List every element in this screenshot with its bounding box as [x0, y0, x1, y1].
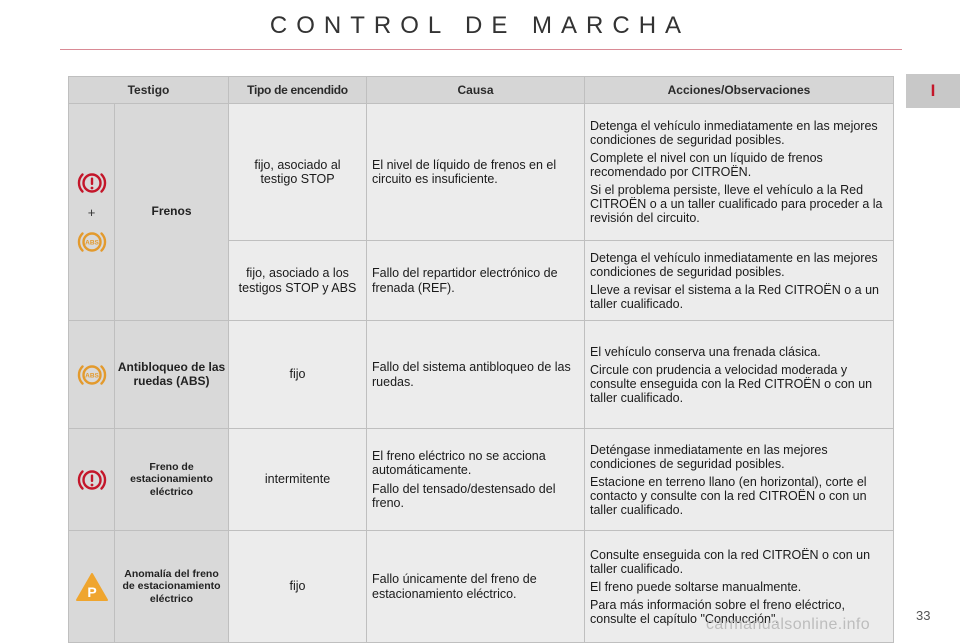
- abs-cause: Fallo del sistema antibloqueo de las ruedas.: [367, 321, 585, 429]
- svg-text:ABS: ABS: [84, 239, 99, 247]
- table-row: [69, 321, 894, 429]
- header-tipo: Tipo de encendido: [229, 77, 367, 104]
- epb-fault-cause: Fallo únicamente del freno de estacionamiento eléctrico.: [367, 531, 585, 643]
- frenos-actions-1: Detenga el vehículo inmediatamente en las mejores condiciones de seguridad posibles. Complete el nivel con un líquido de frenos recomendado por CITROËN. Si el problema persiste, lleve el vehículo a la Red CITROËN o a un taller cualificado para proceder a la revisión del circuito.: [585, 104, 894, 241]
- table-header-row: [69, 77, 894, 104]
- abs-mode: fijo: [229, 321, 367, 429]
- table-row: [69, 104, 894, 241]
- svg-text:ABS: ABS: [84, 372, 99, 380]
- epb-icon-cell: [69, 429, 115, 531]
- frenos-mode-1: fijo, asociado al testigo STOP: [229, 104, 367, 241]
- header-causa: Causa: [367, 77, 585, 104]
- parking-brake-fault-icon: [75, 572, 109, 602]
- header-testigo: Testigo: [69, 77, 229, 104]
- svg-text:P: P: [86, 583, 97, 600]
- epb-fault-actions: Consulte enseguida con la red CITROËN o con un taller cualificado. El freno puede soltarse manualmente. Para más información sobre el freno eléctrico, consulte el capítulo "Conducción".: [585, 531, 894, 643]
- brake-warning-icon: [75, 466, 109, 494]
- frenos-name: Frenos: [115, 104, 229, 321]
- epb-causes: El freno eléctrico no se acciona automáticamente. Fallo del tensado/destensado del freno.: [367, 429, 585, 531]
- epb-fault-mode: fijo: [229, 531, 367, 643]
- abs-name: Antibloqueo de las ruedas (ABS): [115, 321, 229, 429]
- frenos-mode-2: fijo, asociado a los testigos STOP y ABS: [229, 241, 367, 321]
- abs-warning-icon: [75, 228, 109, 256]
- page-number: 33: [916, 608, 931, 623]
- warning-lamps-table: [68, 76, 894, 643]
- title-divider: [60, 49, 902, 50]
- epb-name: Freno de estacionamiento eléctrico: [115, 429, 229, 531]
- frenos-icons-cell: [69, 104, 115, 321]
- frenos-cause-1: El nivel de líquido de frenos en el circuito es insuficiente.: [367, 104, 585, 241]
- epb-fault-icon-cell: [69, 531, 115, 643]
- table-row: [69, 429, 894, 531]
- page-title: CONTROL DE MARCHA: [269, 12, 691, 39]
- brake-warning-icon: [75, 169, 109, 197]
- watermark: carmanualsonline.info: [706, 616, 871, 633]
- abs-warning-icon: [75, 361, 109, 389]
- abs-actions: El vehículo conserva una frenada clásica. Circule con prudencia a velocidad moderada y consulte enseguida con la Red CITROËN o con un taller cualificado.: [585, 321, 894, 429]
- chapter-tab[interactable]: I: [906, 74, 960, 108]
- plus-sign: +: [87, 204, 96, 220]
- epb-actions: Deténgase inmediatamente en las mejores condiciones de seguridad posibles. Estacione en terreno llano (en horizontal), corte el contacto y consulte con la red CITROËN o con un taller cualificado.: [585, 429, 894, 531]
- epb-fault-name: Anomalía del freno de estacionamiento eléctrico: [115, 531, 229, 643]
- abs-icon-cell: [69, 321, 115, 429]
- frenos-actions-2: Detenga el vehículo inmediatamente en las mejores condiciones de seguridad posibles. Lleve a revisar el sistema a la Red CITROËN o a un taller cualificado.: [585, 241, 894, 321]
- frenos-cause-2: Fallo del repartidor electrónico de frenada (REF).: [367, 241, 585, 321]
- header-acciones: Acciones/Observaciones: [585, 77, 894, 104]
- epb-mode: intermitente: [229, 429, 367, 531]
